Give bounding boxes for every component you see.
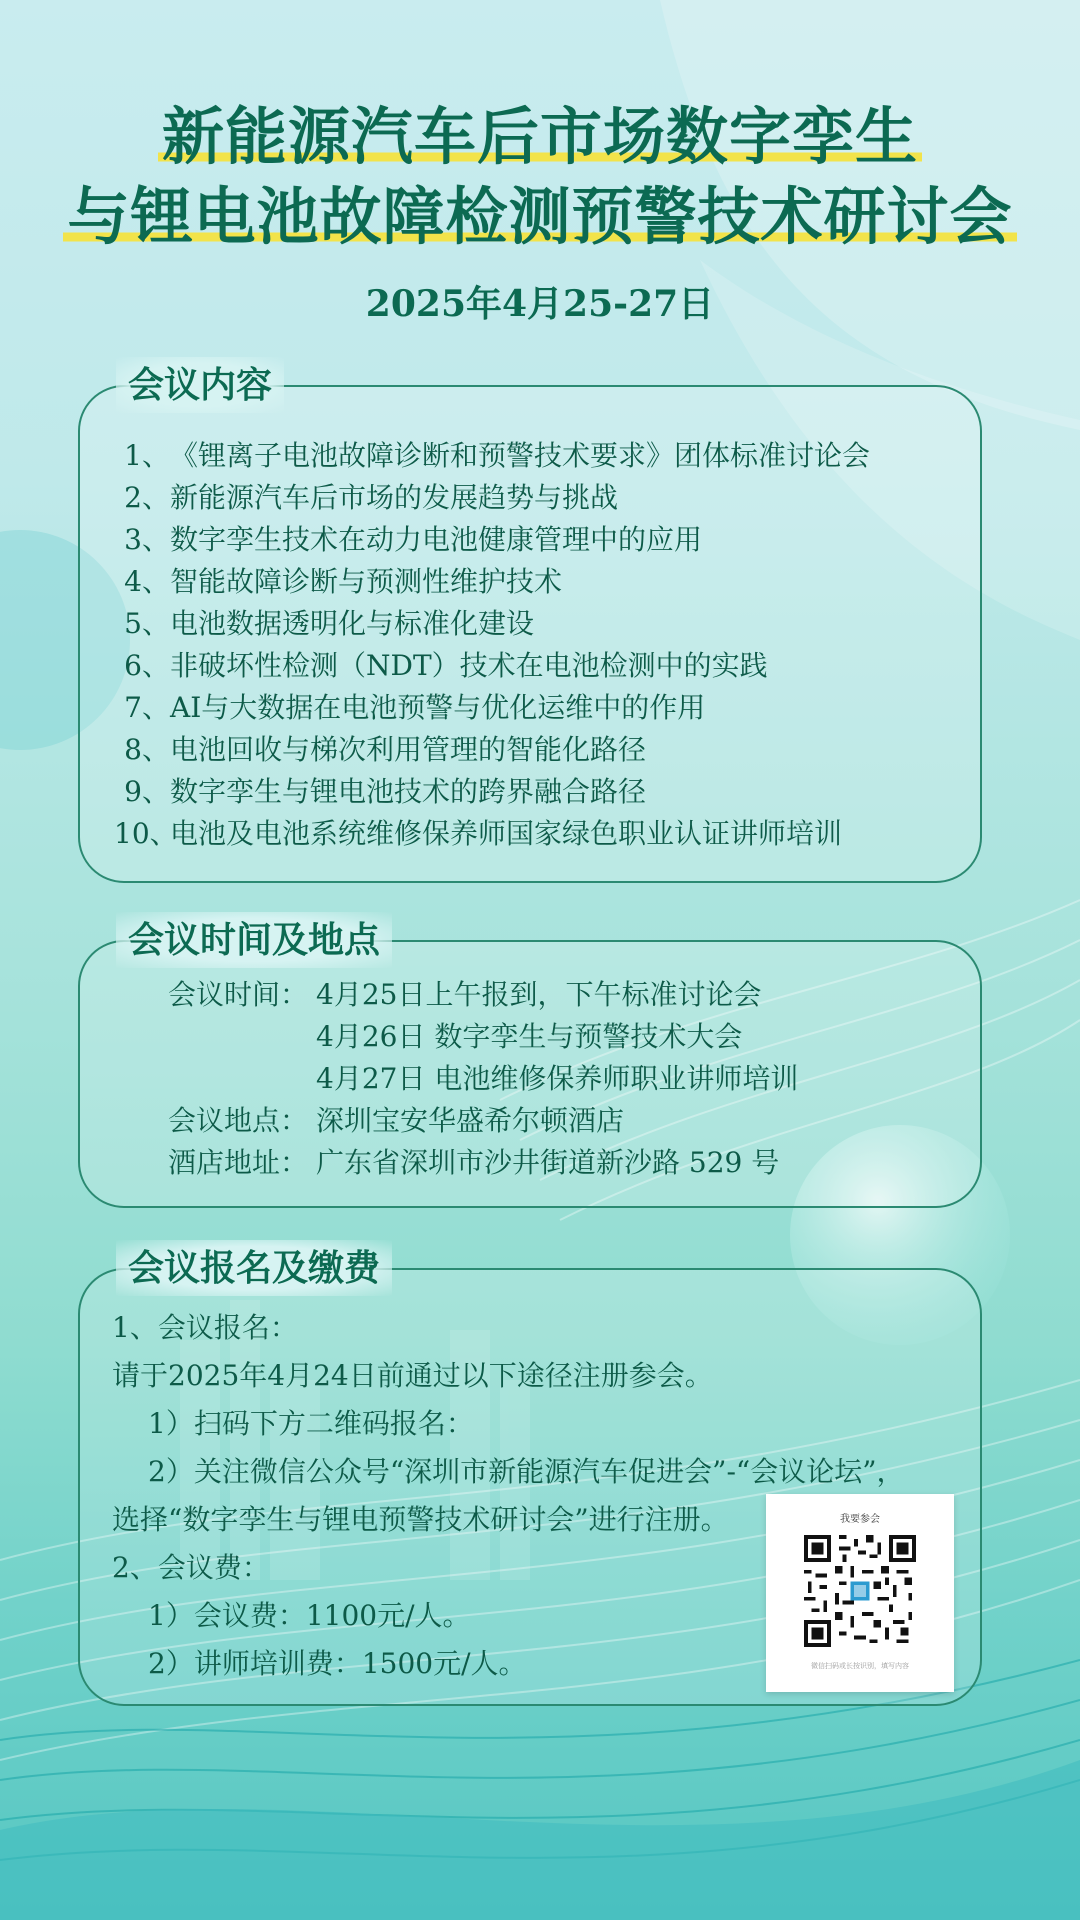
agenda-item-text: 《锂离子电池故障诊断和预警技术要求》团体标准讨论会: [170, 439, 871, 472]
agenda-item-number: 2、: [124, 481, 170, 514]
registration-line: 选择“数字孪生与锂电预警技术研讨会”进行注册。: [112, 1503, 729, 1536]
agenda-item: [114, 561, 870, 603]
agenda-item-number: 5、: [124, 607, 170, 640]
agenda-item-text: 智能故障诊断与预测性维护技术: [170, 565, 563, 598]
fee-heading: 2、会议费：: [112, 1551, 270, 1584]
agenda-item-number: 10、: [114, 817, 178, 850]
time-venue-info: [168, 974, 798, 1184]
time-line: 4月26日 数字孪生与预警技术大会: [316, 1020, 743, 1053]
agenda-item: [114, 771, 870, 813]
agenda-item-text: 电池回收与梯次利用管理的智能化路径: [170, 733, 647, 766]
agenda-list: [114, 435, 870, 855]
time-line: 4月27日 电池维修保养师职业讲师培训: [316, 1062, 799, 1095]
qr-card[interactable]: [766, 1494, 954, 1692]
agenda-item: [114, 687, 870, 729]
time-row: [168, 974, 798, 1016]
agenda-item-number: 6、: [124, 649, 170, 682]
registration-line: 2）关注微信公众号“深圳市新能源汽车促进会”-“会议论坛”，: [148, 1455, 905, 1488]
agenda-item: [114, 435, 870, 477]
qr-code-icon[interactable]: [804, 1535, 916, 1647]
agenda-item-text: 新能源汽车后市场的发展趋势与挑战: [170, 481, 619, 514]
venue-value: 深圳宝安华盛希尔顿酒店: [316, 1104, 625, 1137]
agenda-item-number: 3、: [124, 523, 170, 556]
poster-title-line2: 与锂电池故障检测预警技术研讨会: [0, 186, 1080, 248]
agenda-item-number: 4、: [124, 565, 170, 598]
agenda-item-number: 7、: [124, 691, 170, 724]
time-row: [168, 1058, 798, 1100]
address-value: 广东省深圳市沙井街道新沙路 529 号: [316, 1146, 780, 1179]
time-line: 4月25日上午报到，下午标准讨论会: [316, 978, 762, 1011]
agenda-item: [114, 477, 870, 519]
agenda-item-text: 数字孪生与锂电池技术的跨界融合路径: [170, 775, 647, 808]
event-date: 2025年4月25-27日: [365, 283, 715, 325]
content-panel: [78, 364, 982, 883]
registration-line: 1）扫码下方二维码报名：: [148, 1407, 474, 1440]
qr-title: 我要参会: [840, 1514, 880, 1525]
venue-label: 会议地点：: [168, 1104, 309, 1137]
agenda-item: [114, 645, 870, 687]
address-row: [168, 1142, 798, 1184]
agenda-item: [114, 813, 870, 855]
agenda-item: [114, 603, 870, 645]
agenda-item: [114, 519, 870, 561]
agenda-item-text: 非破坏性检测（NDT）技术在电池检测中的实践: [170, 649, 768, 682]
content-heading: 会议内容: [116, 357, 284, 413]
poster-title-line1: 新能源汽车后市场数字孪生: [0, 106, 1080, 168]
venue-row: [168, 1100, 798, 1142]
time-label: 会议时间：: [168, 978, 309, 1011]
agenda-item-text: 电池数据透明化与标准化建设: [170, 607, 535, 640]
registration-line: 请于2025年4月24日前通过以下途径注册参会。: [112, 1359, 713, 1392]
time-row: [168, 1016, 798, 1058]
agenda-item-text: 电池及电池系统维修保养师国家绿色职业认证讲师培训: [170, 817, 843, 850]
fee-line: 1）会议费：1100元/人。: [148, 1599, 471, 1632]
time-venue-panel: [78, 919, 982, 1208]
agenda-item: [114, 729, 870, 771]
fee-line: 2）讲师培训费：1500元/人。: [148, 1647, 527, 1680]
agenda-item-text: AI与大数据在电池预警与优化运维中的作用: [170, 691, 706, 724]
time-venue-heading: 会议时间及地点: [116, 912, 392, 968]
agenda-item-text: 数字孪生技术在动力电池健康管理中的应用: [170, 523, 703, 556]
agenda-item-number: 9、: [124, 775, 170, 808]
address-label: 酒店地址：: [168, 1146, 309, 1179]
registration-heading: 会议报名及缴费: [116, 1240, 392, 1296]
agenda-item-number: 8、: [124, 733, 170, 766]
registration-line: 1、会议报名：: [112, 1311, 298, 1344]
qr-note: 微信扫码或长按识别，填写内容: [811, 1662, 909, 1670]
agenda-item-number: 1、: [124, 439, 170, 472]
